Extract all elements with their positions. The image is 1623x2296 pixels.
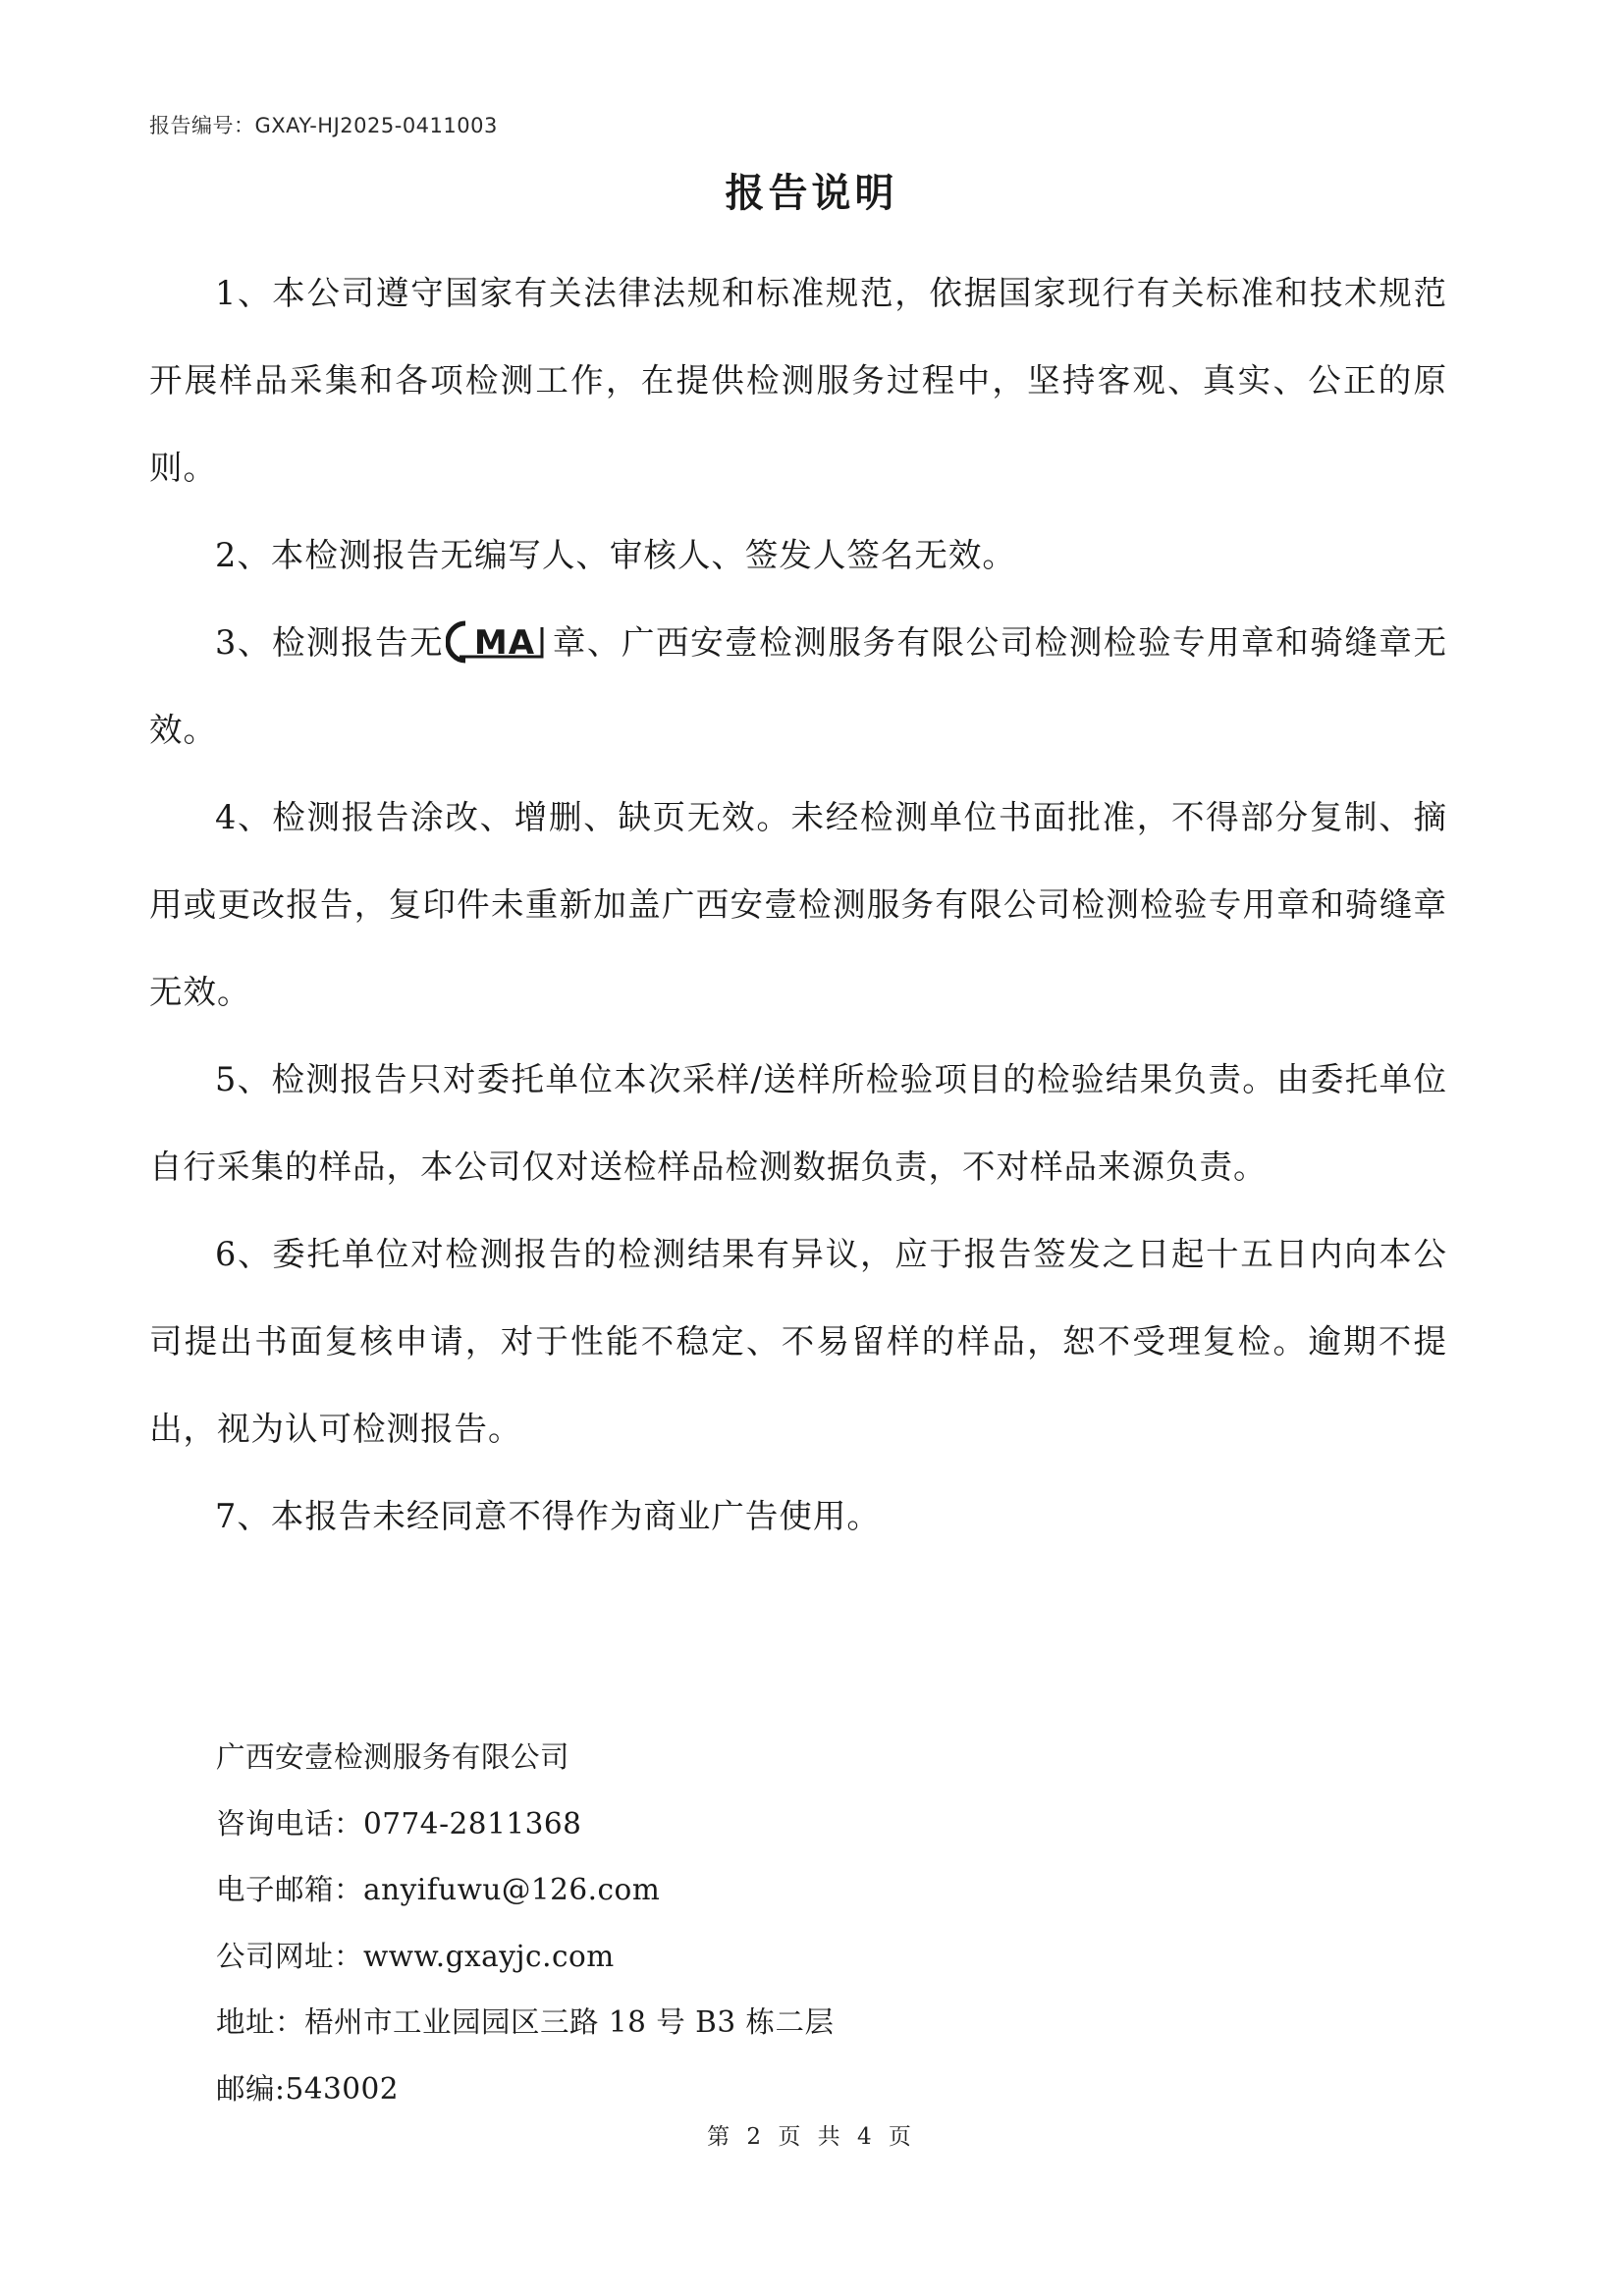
email-line: 电子邮箱：anyifuwu@126.com: [216, 1873, 661, 1906]
postcode-line: 邮编:543002: [216, 2071, 400, 2106]
website-line: 公司网址：www.gxayjc.com: [216, 1939, 615, 1973]
contact-block: [216, 1725, 835, 2122]
company-name: 广西安壹检测服务有限公司: [216, 1740, 570, 1774]
clause-6: 6、委托单位对检测报告的检测结果有异议，应于报告签发之日起十五日内向本公司提出书面复核申请，对于性能不稳定、不易留样的样品，恕不受理复检。逾期不提出，视为认可检测报告。: [149, 1235, 1447, 1448]
page-title: 报告说明: [725, 171, 898, 216]
report-clauses: [149, 249, 1447, 1560]
phone-line: 咨询电话：0774-2811368: [216, 1806, 582, 1841]
address-line: 地址：梧州市工业园园区三路 18 号 B3 栋二层: [216, 2005, 835, 2039]
clause-4: 4、检测报告涂改、增删、缺页无效。未经检测单位书面批准，不得部分复制、摘用或更改报告，复印件未重新加盖广西安壹检测服务有限公司检测检验专用章和骑缝章无效。: [149, 798, 1447, 1011]
clause-7: 7、本报告未经同意不得作为商业广告使用。: [215, 1497, 881, 1535]
clause-1: 1、本公司遵守国家有关法律法规和标准规范，依据国家现行有关标准和技术规范开展样品采集和各项检测工作，在提供检测服务过程中，坚持客观、真实、公正的原则。: [149, 274, 1447, 487]
report-number: 报告编号：GXAY-HJ2025-0411003: [149, 114, 498, 137]
clause-2: 2、本检测报告无编写人、审核人、签发人签名无效。: [215, 536, 1016, 574]
page-number: 第 2 页 共 4 页: [707, 2124, 916, 2150]
clause-3-after-mark: 章、广西安壹检测服务有限公司检测检验专用章和骑缝章无效。: [149, 623, 1447, 749]
clause-3-before-mark: 3、检测报告无: [215, 623, 445, 662]
cma-mark-icon: [446, 619, 550, 665]
clause-5: 5、检测报告只对委托单位本次采样/送样所检验项目的检验结果负责。由委托单位自行采集的样品，本公司仅对送检样品检测数据负责，不对样品来源负责。: [149, 1060, 1447, 1186]
clause-3: [149, 599, 1447, 774]
cma-mark-text: MA: [474, 623, 536, 663]
